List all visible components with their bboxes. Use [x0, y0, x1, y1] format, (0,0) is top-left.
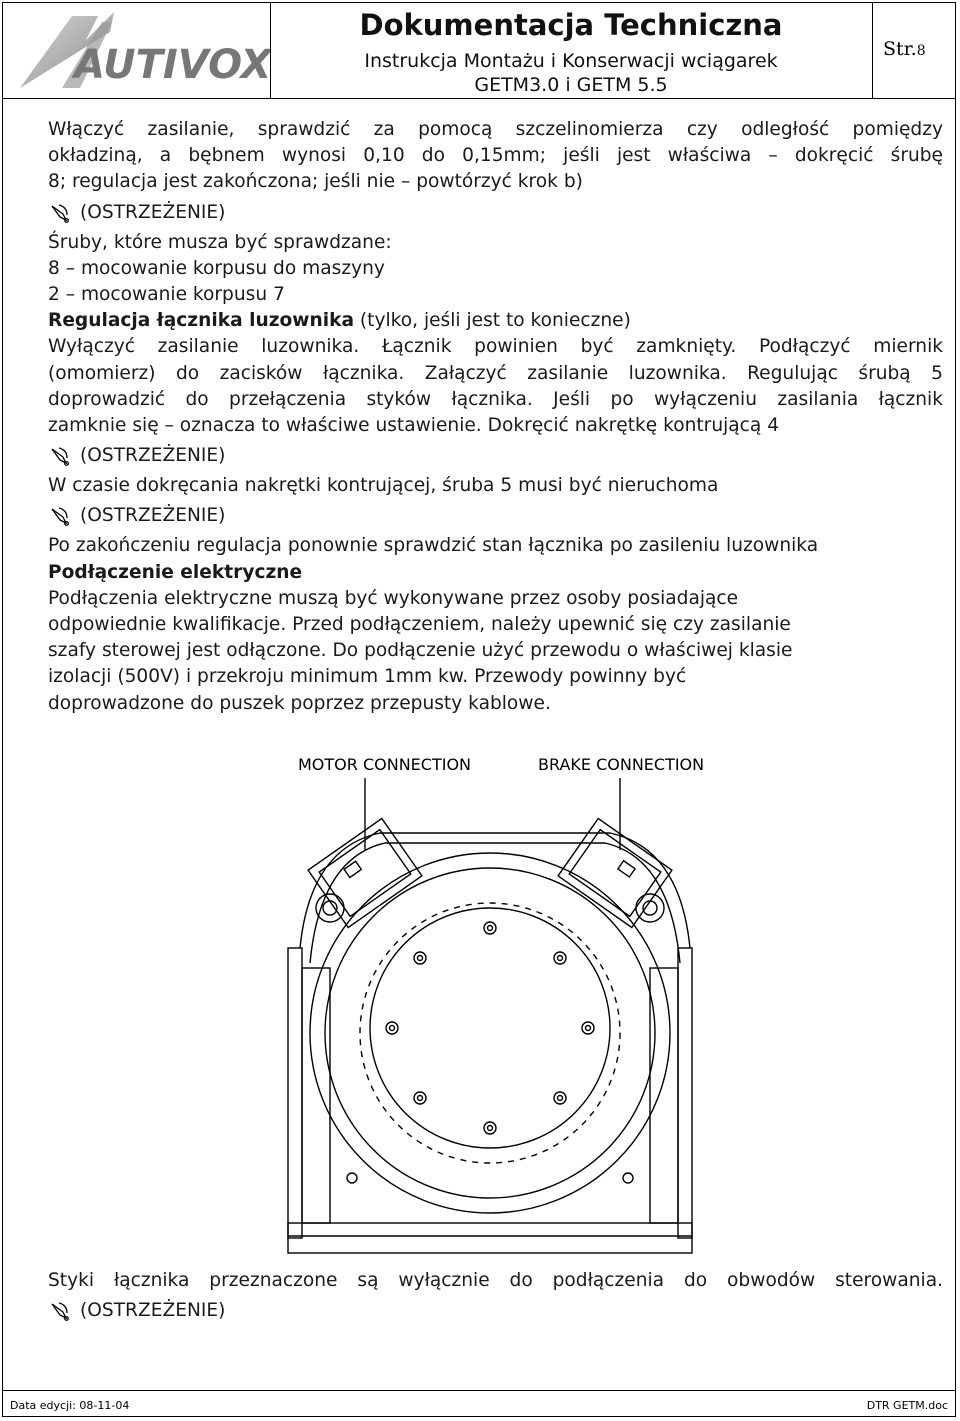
page-header: [2, 2, 956, 99]
paragraph-line: okładziną, a bębnem wynosi 0,10 do 0,15mm; jeśli jest właściwa – dokręcić śrubę: [48, 145, 943, 167]
connection-diagram: [270, 738, 710, 1264]
screws-intro: Śruby, które musza być sprawdzane:: [48, 231, 392, 253]
paragraph-line: doprowadzone do puszek poprzez przepusty kablowe.: [48, 692, 551, 714]
doc-subtitle-line-1: Instrukcja Montażu i Konserwacji wciągarek: [364, 50, 778, 72]
warning-note: [48, 1294, 943, 1328]
paragraph-line: szafy sterowej jest odłączone. Do podłączenie użyć przewodu o właściwej klasie: [48, 640, 793, 662]
paragraph-line: odpowiednie kwalifikacje. Przed podłączeniem, należy upewnić się czy zasilanie: [48, 614, 791, 636]
warning-note: [48, 196, 943, 230]
page-number-cell: [872, 2, 957, 98]
paragraph-line: Wyłączyć zasilanie luzownika. Łącznik powinien być zamknięty. Podłączyć miernik: [48, 336, 943, 358]
page-number-value: 8: [916, 43, 926, 59]
warning-label: (OSTRZEŻENIE): [80, 201, 226, 223]
warning-bell-icon: [48, 1300, 70, 1322]
logo: [2, 2, 271, 98]
paragraph-line: (omomierz) do zacisków łącznika. Załączyć zasilanie luzownika. Regulując śrubą 5: [48, 362, 943, 384]
screw-item: 2 – mocowanie korpusu 7: [48, 284, 285, 306]
logo-text: AUTIVOX: [74, 42, 270, 88]
autivox-logo: [2, 2, 270, 98]
machine-drawing: [270, 738, 710, 1264]
doc-subtitle-line-2: GETM3.0 i GETM 5.5: [474, 74, 668, 96]
warning-bell-icon: [48, 202, 70, 224]
footer-edit-date: Data edycji: 08-11-04: [10, 1399, 130, 1412]
warning-bell-icon: [48, 445, 70, 467]
paragraph-line: Podłączenia elektryczne muszą być wykonywane przez osoby posiadające: [48, 587, 739, 609]
page-footer: [2, 1390, 956, 1418]
paragraph-line: W czasie dokręcania nakrętki kontrującej, śruba 5 musi być nieruchoma: [48, 475, 719, 497]
paragraph-line: izolacji (500V) i przekroju minimum 1mm kw. Przewody powinny być: [48, 666, 687, 688]
footer-filename: DTR GETM.doc: [866, 1399, 948, 1412]
section-heading-regulation: Regulacja łącznika luzownika (tylko, jeśli jest to konieczne): [48, 310, 631, 332]
closing-note: [48, 1268, 943, 1328]
label-motor-connection: MOTOR CONNECTION: [298, 755, 472, 774]
page-prefix: Str.: [883, 38, 917, 60]
title-block: [270, 2, 872, 98]
paragraph-line: Po zakończeniu regulacja ponownie sprawdzić stan łącznika po zasileniu luzownika: [48, 535, 819, 557]
warning-note: [48, 439, 943, 473]
paragraph-line: Styki łącznika przeznaczone są wyłącznie do podłączenia do obwodów sterowania.: [48, 1270, 943, 1291]
warning-label: (OSTRZEŻENIE): [80, 445, 226, 467]
doc-title: Dokumentacja Techniczna: [359, 8, 783, 42]
warning-label: (OSTRZEŻENIE): [80, 505, 226, 527]
paragraph-line: zamknie się – oznacza to właściwe ustawienie. Dokręcić nakrętkę kontrującą 4: [48, 415, 780, 437]
paragraph-line: doprowadzić do przełączenia styków łącznika. Jeśli po wyłączeniu zasilania łącznik: [48, 388, 943, 410]
warning-label: (OSTRZEŻENIE): [80, 1300, 226, 1322]
page-number: [883, 38, 926, 60]
document-body: [48, 117, 943, 717]
warning-note: [48, 499, 943, 533]
screw-item: 8 – mocowanie korpusu do maszyny: [48, 257, 385, 279]
warning-bell-icon: [48, 505, 70, 527]
paragraph-line: 8; regulacja jest zakończona; jeśli nie – powtórzyć krok b): [48, 171, 583, 193]
doc-subtitle: [270, 49, 872, 97]
label-brake-connection: BRAKE CONNECTION: [538, 755, 705, 774]
paragraph-line: Włączyć zasilanie, sprawdzić za pomocą szczelinomierza czy odległość pomiędzy: [48, 119, 943, 140]
section-heading-electrical: Podłączenie elektryczne: [48, 561, 303, 583]
